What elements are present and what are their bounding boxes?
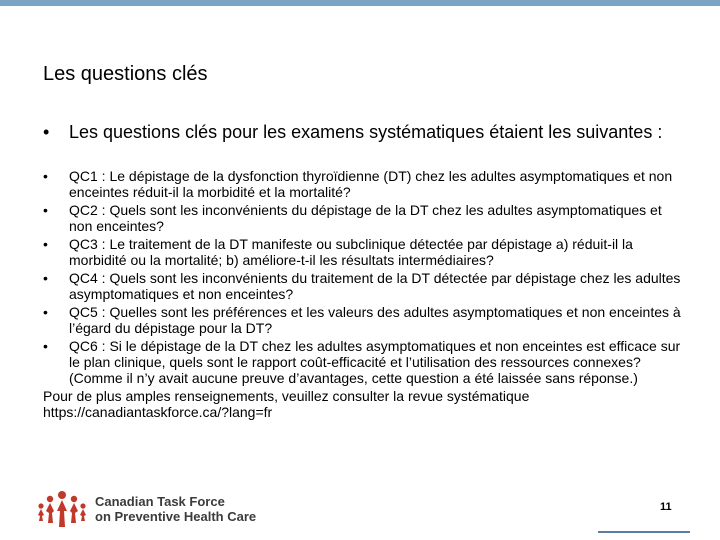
footer-rule [598, 531, 690, 533]
maple-leaf-people-icon [34, 489, 90, 529]
organization-name [95, 494, 256, 524]
org-line-2: on Preventive Health Care [95, 509, 257, 524]
bullet-marker: • [43, 122, 50, 142]
top-accent-bar [0, 0, 720, 6]
bullet-marker: • [43, 236, 48, 252]
question-item [43, 236, 683, 268]
question-item [43, 168, 683, 200]
more-info-note [43, 388, 683, 420]
lead-text: Les questions clés pour les examens systématiques étaient les suivantes : [69, 122, 663, 142]
question-text-qc3: QC3 : Le traitement de la DT manifeste ou subclinique détectée par dépistage a) réduit-il la morbidité ou la mortalité; b) améliore-t-il les résultats intermédiaires? [69, 236, 633, 268]
question-list [43, 168, 683, 420]
bullet-marker: • [43, 168, 48, 184]
bullet-marker: • [43, 304, 48, 320]
page-number: 11 [660, 501, 672, 513]
org-line-1: Canadian Task Force [95, 494, 225, 509]
question-item [43, 270, 683, 302]
question-item [43, 304, 683, 336]
question-text-qc4: QC4 : Quels sont les inconvénients du traitement de la DT détectée par dépistage chez les adultes asymptomatiques et non enceintes? [69, 270, 681, 302]
bullet-marker: • [43, 338, 48, 354]
more-info-text: Pour de plus amples renseignements, veuillez consulter la revue systématique [43, 388, 530, 404]
bullet-marker: • [43, 270, 48, 286]
question-text-qc5: QC5 : Quelles sont les préférences et les valeurs des adultes asymptomatiques et non enceintes à l’égard du dépistage pour la DT? [69, 304, 681, 336]
question-text-qc2: QC2 : Quels sont les inconvénients du dépistage de la DT chez les adultes asymptomatiques et non enceintes? [69, 202, 662, 234]
bullet-marker: • [43, 202, 48, 218]
question-item [43, 338, 683, 386]
question-text-qc1: QC1 : Le dépistage de la dysfonction thyroïdienne (DT) chez les adultes asymptomatiques et non enceintes réduit-il la morbidité et la mortalité? [69, 168, 673, 200]
slide-title: Les questions clés [43, 63, 208, 85]
more-info-link[interactable]: https://canadiantaskforce.ca/?lang=fr [43, 404, 273, 420]
lead-bullet [43, 123, 683, 142]
question-text-qc6: QC6 : Si le dépistage de la DT chez les adultes asymptomatiques et non enceintes est efficace sur le plan clinique, quels sont le rapport coût-efficacité et l’utilisation des ressources connexes? (Comme il n’y avait aucune preuve d’avantages, cette question a été laissée sans réponse.) [69, 338, 681, 386]
question-item [43, 202, 683, 234]
